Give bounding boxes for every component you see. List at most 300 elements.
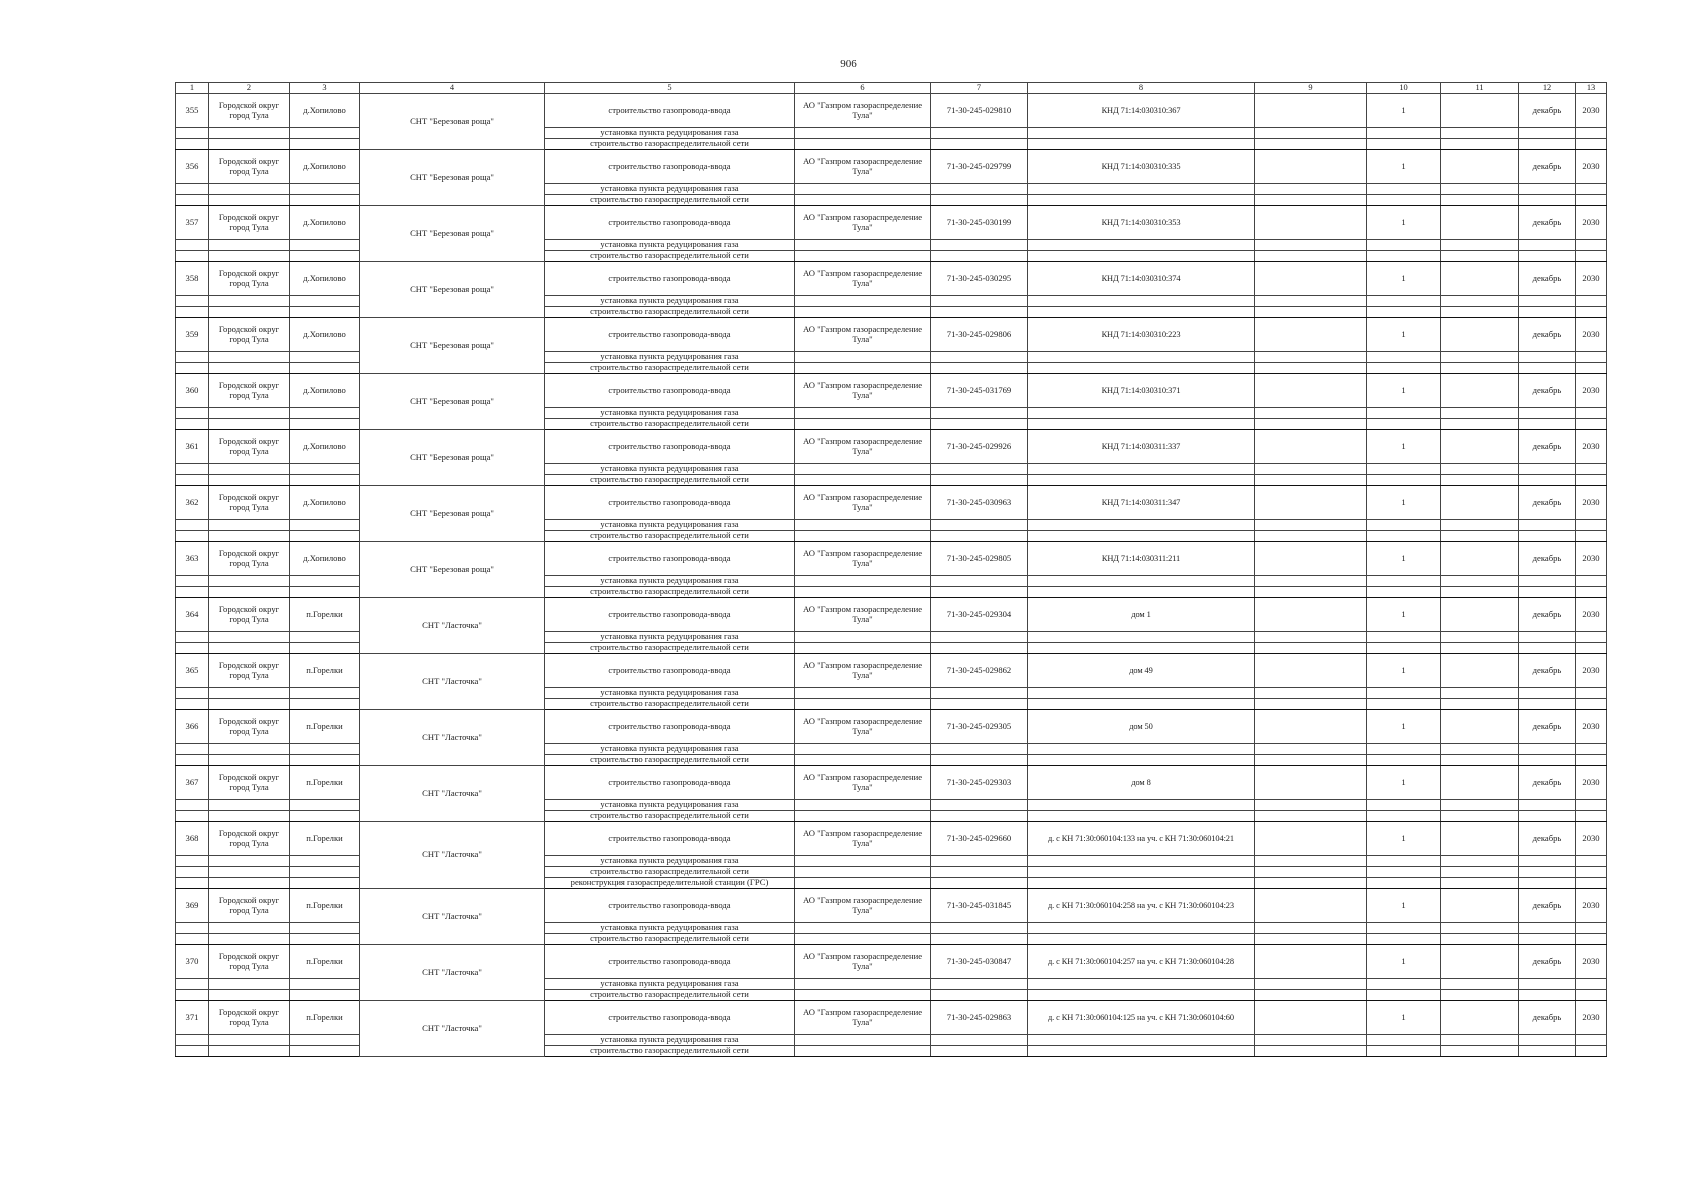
snt-cell: СНТ "Ласточка": [360, 822, 545, 889]
empty-cell: [1028, 296, 1255, 307]
empty-cell: [209, 979, 290, 990]
empty-cell: [1441, 408, 1519, 419]
count-cell: 1: [1367, 654, 1441, 688]
empty-cell: [931, 811, 1028, 822]
empty-cell: [176, 755, 209, 766]
empty-cell: [176, 856, 209, 867]
month-cell: декабрь: [1519, 1001, 1576, 1035]
empty-cell: [1576, 934, 1607, 945]
work-type-cell: строительство газопровода-ввода: [545, 945, 795, 979]
empty-cell: [795, 632, 931, 643]
column-header: 1: [176, 83, 209, 94]
empty-cell: [1519, 867, 1576, 878]
column-11-cell: [1441, 822, 1519, 856]
year-cell: 2030: [1576, 1001, 1607, 1035]
settlement-cell: д.Хопилово: [290, 430, 360, 464]
empty-cell: [290, 923, 360, 934]
empty-cell: [931, 531, 1028, 542]
empty-cell: [1255, 296, 1367, 307]
empty-cell: [1576, 800, 1607, 811]
application-code-cell: 71-30-245-030847: [931, 945, 1028, 979]
settlement-cell: д.Хопилово: [290, 94, 360, 128]
month-cell: декабрь: [1519, 945, 1576, 979]
empty-cell: [1441, 352, 1519, 363]
column-11-cell: [1441, 889, 1519, 923]
empty-cell: [1367, 856, 1441, 867]
column-9-cell: [1255, 486, 1367, 520]
district-cell: Городской округ город Тула: [209, 430, 290, 464]
column-9-cell: [1255, 94, 1367, 128]
empty-cell: [1519, 744, 1576, 755]
empty-cell: [209, 464, 290, 475]
empty-cell: [931, 296, 1028, 307]
empty-cell: [1367, 240, 1441, 251]
empty-cell: [931, 139, 1028, 150]
year-cell: 2030: [1576, 766, 1607, 800]
empty-cell: [931, 352, 1028, 363]
empty-cell: [1255, 923, 1367, 934]
empty-cell: [1367, 184, 1441, 195]
empty-cell: [795, 520, 931, 531]
empty-cell: [176, 990, 209, 1001]
work-type-cell: установка пункта редуцирования газа: [545, 800, 795, 811]
work-type-cell: строительство газопровода-ввода: [545, 889, 795, 923]
work-type-cell: строительство газораспределительной сети: [545, 139, 795, 150]
column-11-cell: [1441, 206, 1519, 240]
empty-cell: [1367, 878, 1441, 889]
empty-cell: [931, 520, 1028, 531]
empty-cell: [1441, 520, 1519, 531]
organization-cell: АО "Газпром газораспределение Тула": [795, 430, 931, 464]
organization-cell: АО "Газпром газораспределение Тула": [795, 542, 931, 576]
month-cell: декабрь: [1519, 542, 1576, 576]
month-cell: декабрь: [1519, 889, 1576, 923]
work-type-cell: установка пункта редуцирования газа: [545, 744, 795, 755]
district-cell: Городской округ город Тула: [209, 318, 290, 352]
cadastre-cell: КНД 71:14:030310:335: [1028, 150, 1255, 184]
work-type-cell: строительство газопровода-ввода: [545, 430, 795, 464]
column-9-cell: [1255, 262, 1367, 296]
cadastre-cell: КНД 71:14:030311:337: [1028, 430, 1255, 464]
empty-cell: [1576, 811, 1607, 822]
count-cell: 1: [1367, 1001, 1441, 1035]
empty-cell: [209, 307, 290, 318]
empty-cell: [795, 643, 931, 654]
empty-cell: [1576, 867, 1607, 878]
empty-cell: [176, 307, 209, 318]
empty-cell: [795, 576, 931, 587]
column-11-cell: [1441, 262, 1519, 296]
empty-cell: [1441, 184, 1519, 195]
work-type-cell: реконструкция газораспределительной станции (ГРС): [545, 878, 795, 889]
table-row: [176, 374, 1607, 408]
organization-cell: АО "Газпром газораспределение Тула": [795, 150, 931, 184]
empty-cell: [176, 1035, 209, 1046]
empty-cell: [209, 352, 290, 363]
empty-cell: [1576, 1035, 1607, 1046]
empty-cell: [1367, 1046, 1441, 1057]
table-row: [176, 766, 1607, 800]
district-cell: Городской округ город Тула: [209, 822, 290, 856]
empty-cell: [1367, 363, 1441, 374]
empty-cell: [1576, 419, 1607, 430]
empty-cell: [1028, 587, 1255, 598]
empty-cell: [931, 979, 1028, 990]
empty-cell: [1255, 531, 1367, 542]
table-row: [176, 710, 1607, 744]
empty-cell: [931, 800, 1028, 811]
empty-cell: [795, 878, 931, 889]
work-type-cell: установка пункта редуцирования газа: [545, 632, 795, 643]
organization-cell: АО "Газпром газораспределение Тула": [795, 206, 931, 240]
record-number: 358: [176, 262, 209, 296]
record-number: 370: [176, 945, 209, 979]
empty-cell: [1576, 699, 1607, 710]
empty-cell: [176, 363, 209, 374]
empty-cell: [290, 699, 360, 710]
empty-cell: [795, 419, 931, 430]
work-type-cell: установка пункта редуцирования газа: [545, 576, 795, 587]
empty-cell: [1028, 251, 1255, 262]
empty-cell: [1367, 934, 1441, 945]
empty-cell: [1367, 744, 1441, 755]
work-type-cell: установка пункта редуцирования газа: [545, 464, 795, 475]
empty-cell: [1576, 195, 1607, 206]
cadastre-cell: д. с КН 71:30:060104:125 на уч. с КН 71:30:060104:60: [1028, 1001, 1255, 1035]
empty-cell: [1441, 811, 1519, 822]
empty-cell: [1367, 408, 1441, 419]
empty-cell: [1255, 139, 1367, 150]
table-header: [176, 83, 1607, 94]
district-cell: Городской округ город Тула: [209, 1001, 290, 1035]
empty-cell: [1367, 520, 1441, 531]
application-code-cell: 71-30-245-031845: [931, 889, 1028, 923]
empty-cell: [931, 744, 1028, 755]
empty-cell: [1367, 632, 1441, 643]
empty-cell: [209, 856, 290, 867]
work-type-cell: строительство газораспределительной сети: [545, 251, 795, 262]
empty-cell: [1576, 979, 1607, 990]
work-type-cell: строительство газораспределительной сети: [545, 990, 795, 1001]
empty-cell: [209, 800, 290, 811]
empty-cell: [176, 744, 209, 755]
empty-cell: [1367, 643, 1441, 654]
count-cell: 1: [1367, 94, 1441, 128]
empty-cell: [931, 699, 1028, 710]
empty-cell: [795, 587, 931, 598]
empty-cell: [176, 475, 209, 486]
empty-cell: [931, 363, 1028, 374]
empty-cell: [1028, 464, 1255, 475]
register-table: [175, 82, 1607, 1057]
empty-cell: [290, 990, 360, 1001]
empty-cell: [1519, 296, 1576, 307]
empty-cell: [209, 744, 290, 755]
column-9-cell: [1255, 430, 1367, 464]
table-row: [176, 654, 1607, 688]
empty-cell: [1519, 923, 1576, 934]
empty-cell: [795, 464, 931, 475]
empty-cell: [1441, 979, 1519, 990]
empty-cell: [1367, 587, 1441, 598]
month-cell: декабрь: [1519, 822, 1576, 856]
record-number: 371: [176, 1001, 209, 1035]
empty-cell: [209, 587, 290, 598]
work-type-cell: строительство газораспределительной сети: [545, 419, 795, 430]
empty-cell: [931, 475, 1028, 486]
empty-cell: [1028, 408, 1255, 419]
cadastre-cell: КНД 71:14:030311:347: [1028, 486, 1255, 520]
district-cell: Городской округ город Тула: [209, 710, 290, 744]
organization-cell: АО "Газпром газораспределение Тула": [795, 598, 931, 632]
empty-cell: [1441, 699, 1519, 710]
empty-cell: [1576, 251, 1607, 262]
district-cell: Городской округ город Тула: [209, 94, 290, 128]
empty-cell: [931, 464, 1028, 475]
snt-cell: СНТ "Ласточка": [360, 1001, 545, 1057]
settlement-cell: д.Хопилово: [290, 542, 360, 576]
cadastre-cell: КНД 71:14:030310:367: [1028, 94, 1255, 128]
work-type-cell: строительство газопровода-ввода: [545, 486, 795, 520]
snt-cell: СНТ "Березовая роща": [360, 94, 545, 150]
work-type-cell: строительство газораспределительной сети: [545, 1046, 795, 1057]
empty-cell: [176, 128, 209, 139]
column-header: 2: [209, 83, 290, 94]
snt-cell: СНТ "Березовая роща": [360, 542, 545, 598]
organization-cell: АО "Газпром газораспределение Тула": [795, 262, 931, 296]
empty-cell: [1519, 408, 1576, 419]
organization-cell: АО "Газпром газораспределение Тула": [795, 766, 931, 800]
cadastre-cell: д. с КН 71:30:060104:257 на уч. с КН 71:30:060104:28: [1028, 945, 1255, 979]
empty-cell: [795, 1035, 931, 1046]
empty-cell: [1028, 744, 1255, 755]
empty-cell: [209, 128, 290, 139]
empty-cell: [1576, 878, 1607, 889]
empty-cell: [1255, 688, 1367, 699]
record-number: 366: [176, 710, 209, 744]
empty-cell: [1576, 643, 1607, 654]
empty-cell: [1519, 240, 1576, 251]
empty-cell: [209, 934, 290, 945]
empty-cell: [1576, 352, 1607, 363]
empty-cell: [176, 576, 209, 587]
settlement-cell: д.Хопилово: [290, 150, 360, 184]
snt-cell: СНТ "Ласточка": [360, 945, 545, 1001]
table-body: [176, 94, 1607, 1057]
empty-cell: [795, 352, 931, 363]
empty-cell: [1519, 419, 1576, 430]
record-number: 359: [176, 318, 209, 352]
empty-cell: [1441, 800, 1519, 811]
empty-cell: [1576, 587, 1607, 598]
empty-cell: [290, 139, 360, 150]
work-type-cell: строительство газопровода-ввода: [545, 598, 795, 632]
empty-cell: [1441, 307, 1519, 318]
column-9-cell: [1255, 822, 1367, 856]
settlement-cell: п.Горелки: [290, 654, 360, 688]
empty-cell: [209, 184, 290, 195]
table-row: [176, 945, 1607, 979]
table-row: [176, 318, 1607, 352]
empty-cell: [1367, 464, 1441, 475]
year-cell: 2030: [1576, 374, 1607, 408]
organization-cell: АО "Газпром газораспределение Тула": [795, 486, 931, 520]
column-header: 13: [1576, 83, 1607, 94]
district-cell: Городской округ город Тула: [209, 542, 290, 576]
empty-cell: [1028, 867, 1255, 878]
work-type-cell: строительство газораспределительной сети: [545, 867, 795, 878]
empty-cell: [1367, 296, 1441, 307]
empty-cell: [1028, 307, 1255, 318]
month-cell: декабрь: [1519, 374, 1576, 408]
table-row: [176, 542, 1607, 576]
empty-cell: [795, 363, 931, 374]
column-11-cell: [1441, 430, 1519, 464]
column-11-cell: [1441, 374, 1519, 408]
empty-cell: [1441, 251, 1519, 262]
empty-cell: [1255, 419, 1367, 430]
empty-cell: [290, 408, 360, 419]
empty-cell: [795, 128, 931, 139]
empty-cell: [795, 531, 931, 542]
empty-cell: [1367, 307, 1441, 318]
column-11-cell: [1441, 654, 1519, 688]
empty-cell: [1519, 184, 1576, 195]
empty-cell: [209, 867, 290, 878]
empty-cell: [1028, 520, 1255, 531]
year-cell: 2030: [1576, 945, 1607, 979]
empty-cell: [1367, 990, 1441, 1001]
empty-cell: [1519, 576, 1576, 587]
month-cell: декабрь: [1519, 206, 1576, 240]
work-type-cell: строительство газопровода-ввода: [545, 654, 795, 688]
empty-cell: [1367, 419, 1441, 430]
empty-cell: [1519, 195, 1576, 206]
empty-cell: [1441, 139, 1519, 150]
count-cell: 1: [1367, 318, 1441, 352]
empty-cell: [1441, 1046, 1519, 1057]
work-type-cell: строительство газопровода-ввода: [545, 318, 795, 352]
empty-cell: [290, 419, 360, 430]
count-cell: 1: [1367, 542, 1441, 576]
empty-cell: [176, 184, 209, 195]
empty-cell: [1519, 251, 1576, 262]
empty-cell: [176, 688, 209, 699]
settlement-cell: п.Горелки: [290, 1001, 360, 1035]
empty-cell: [1441, 464, 1519, 475]
empty-cell: [1576, 296, 1607, 307]
empty-cell: [1028, 128, 1255, 139]
table-row: [176, 486, 1607, 520]
empty-cell: [1028, 195, 1255, 206]
work-type-cell: строительство газопровода-ввода: [545, 374, 795, 408]
empty-cell: [1441, 531, 1519, 542]
empty-cell: [176, 979, 209, 990]
empty-cell: [1576, 856, 1607, 867]
empty-cell: [290, 128, 360, 139]
year-cell: 2030: [1576, 430, 1607, 464]
empty-cell: [1255, 520, 1367, 531]
year-cell: 2030: [1576, 486, 1607, 520]
empty-cell: [931, 643, 1028, 654]
work-type-cell: строительство газораспределительной сети: [545, 811, 795, 822]
cadastre-cell: КНД 71:14:030310:374: [1028, 262, 1255, 296]
snt-cell: СНТ "Березовая роща": [360, 318, 545, 374]
empty-cell: [931, 1046, 1028, 1057]
empty-cell: [795, 296, 931, 307]
count-cell: 1: [1367, 766, 1441, 800]
organization-cell: АО "Газпром газораспределение Тула": [795, 374, 931, 408]
empty-cell: [1519, 755, 1576, 766]
snt-cell: СНТ "Березовая роща": [360, 206, 545, 262]
empty-cell: [1441, 128, 1519, 139]
empty-cell: [209, 878, 290, 889]
empty-cell: [795, 139, 931, 150]
empty-cell: [1255, 184, 1367, 195]
work-type-cell: строительство газопровода-ввода: [545, 1001, 795, 1035]
column-9-cell: [1255, 542, 1367, 576]
empty-cell: [1576, 744, 1607, 755]
empty-cell: [931, 923, 1028, 934]
empty-cell: [1441, 744, 1519, 755]
empty-cell: [290, 800, 360, 811]
empty-cell: [1519, 632, 1576, 643]
empty-cell: [290, 632, 360, 643]
column-11-cell: [1441, 766, 1519, 800]
empty-cell: [1519, 990, 1576, 1001]
empty-cell: [1255, 363, 1367, 374]
column-9-cell: [1255, 710, 1367, 744]
empty-cell: [1028, 363, 1255, 374]
empty-cell: [1441, 923, 1519, 934]
empty-cell: [1028, 576, 1255, 587]
work-type-cell: строительство газопровода-ввода: [545, 766, 795, 800]
empty-cell: [176, 251, 209, 262]
column-header: 11: [1441, 83, 1519, 94]
column-9-cell: [1255, 889, 1367, 923]
empty-cell: [1255, 128, 1367, 139]
empty-cell: [1519, 363, 1576, 374]
empty-cell: [1367, 475, 1441, 486]
empty-cell: [1576, 923, 1607, 934]
empty-cell: [176, 878, 209, 889]
month-cell: декабрь: [1519, 430, 1576, 464]
settlement-cell: п.Горелки: [290, 889, 360, 923]
empty-cell: [1255, 856, 1367, 867]
empty-cell: [1255, 587, 1367, 598]
settlement-cell: п.Горелки: [290, 945, 360, 979]
application-code-cell: 71-30-245-030963: [931, 486, 1028, 520]
empty-cell: [1519, 520, 1576, 531]
empty-cell: [176, 240, 209, 251]
empty-cell: [931, 576, 1028, 587]
snt-cell: СНТ "Березовая роща": [360, 430, 545, 486]
column-9-cell: [1255, 206, 1367, 240]
empty-cell: [931, 587, 1028, 598]
column-header: 7: [931, 83, 1028, 94]
empty-cell: [795, 979, 931, 990]
empty-cell: [795, 251, 931, 262]
empty-cell: [1519, 979, 1576, 990]
settlement-cell: д.Хопилово: [290, 486, 360, 520]
empty-cell: [1367, 531, 1441, 542]
cadastre-cell: дом 1: [1028, 598, 1255, 632]
empty-cell: [795, 408, 931, 419]
district-cell: Городской округ город Тула: [209, 262, 290, 296]
empty-cell: [176, 587, 209, 598]
empty-cell: [176, 867, 209, 878]
empty-cell: [1028, 699, 1255, 710]
